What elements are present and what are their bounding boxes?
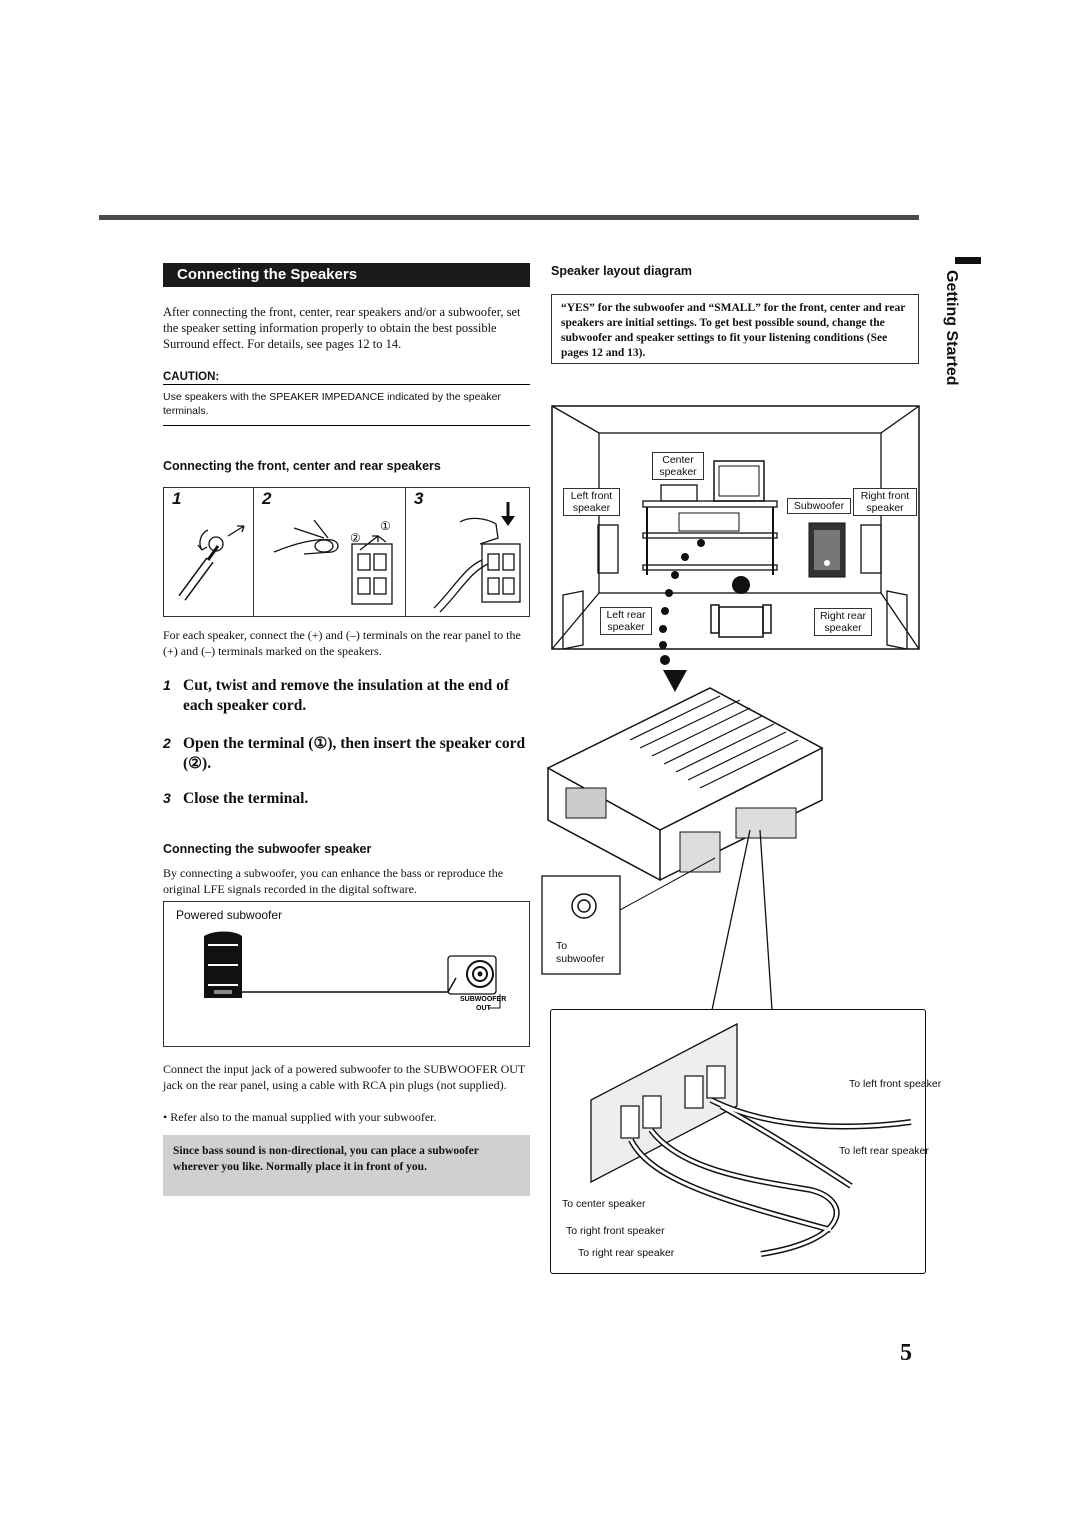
step-3: 3 Close the terminal.	[163, 790, 309, 807]
subwoofer-intro: By connecting a subwoofer, you can enhance the bass or reproduce the original LFE signals recorded in the digital software.	[163, 866, 504, 896]
side-tab: Getting Started	[943, 270, 960, 386]
label-to-center: To center speaker	[562, 1198, 646, 1210]
page-number: 5	[900, 1340, 912, 1366]
label-to-subwoofer: To subwoofer	[556, 940, 605, 965]
label-right-front: Right front speaker	[853, 488, 917, 516]
subwoofer-cabinet	[204, 932, 242, 999]
side-tab-bar	[955, 257, 981, 264]
subwoofer-figure	[163, 901, 530, 1047]
mark-1: ①	[380, 519, 391, 533]
out-jack-label: OUT	[476, 1005, 491, 1012]
subwoofer-bullet: • Refer also to the manual supplied with your subwoofer.	[163, 1110, 437, 1124]
label-subwoofer: Subwoofer	[787, 498, 851, 514]
step-2: 2 Open the terminal (①), then insert the speaker cord (②).	[163, 735, 526, 772]
label-center: Center speaker	[652, 452, 704, 480]
subwoofer-jack-label: SUBWOOFER	[460, 996, 507, 1003]
subwoofer-out-jack	[448, 956, 496, 994]
caution-text: Use speakers with the SPEAKER IMPEDANCE indicated by the speaker terminals.	[163, 391, 501, 417]
label-left-rear: Left rear speaker	[600, 607, 652, 635]
label-to-right-front: To right front speaker	[566, 1225, 665, 1237]
step-figure	[163, 487, 530, 617]
subwoofer-connect-text: Connect the input jack of a powered subwoofer to the SUBWOOFER OUT jack on the rear panel, using a cable with RCA pin plugs (not supplied).	[163, 1062, 526, 1092]
step-2-number: 2	[262, 489, 272, 508]
step-illustrations	[164, 488, 529, 616]
caution-rule	[163, 384, 530, 385]
powered-subwoofer-label: Powered subwoofer	[176, 908, 283, 922]
label-left-front: Left front speaker	[563, 488, 620, 516]
caution-heading: CAUTION:	[163, 371, 220, 383]
label-to-right-rear: To right rear speaker	[578, 1247, 675, 1259]
layout-heading: Speaker layout diagram	[551, 264, 693, 278]
section-intro: After connecting the front, center, rear speakers and/or a subwoofer, set the speaker setting information properly to obtain the best possible Surround effect. For details, see pages 12 to 14.	[163, 305, 521, 351]
step-3-number: 3	[414, 489, 424, 508]
front-speakers-heading: Connecting the front, center and rear speakers	[163, 459, 441, 473]
subwoofer-heading: Connecting the subwoofer speaker	[163, 842, 372, 856]
layout-note: “YES” for the subwoofer and “SMALL” for the front, center and rear speakers are initial settings. To get best possible sound, change the subwoofer and speaker settings to fit your listening conditions (See pages 12 and 13).	[551, 294, 919, 364]
section-title: Connecting the Speakers	[163, 263, 530, 287]
top-rule	[99, 215, 919, 220]
rca-cable	[242, 978, 456, 992]
step-1-number: 1	[172, 489, 182, 508]
mark-2: ②	[350, 531, 361, 545]
caution-end-rule	[163, 425, 530, 426]
label-to-left-front: To left front speaker	[849, 1078, 942, 1090]
front-caption: For each speaker, connect the (+) and (–) terminals on the rear panel to the (+) and (–) terminals marked on the speakers.	[163, 628, 521, 658]
subwoofer-note: Since bass sound is non-directional, you can place a subwoofer wherever you like. Normally place it in front of you.	[163, 1135, 530, 1196]
step-1: 1 Cut, twist and remove the insulation at the end of each speaker cord.	[163, 677, 510, 714]
label-right-rear: Right rear speaker	[814, 608, 872, 636]
label-to-left-rear: To left rear speaker	[839, 1145, 929, 1157]
